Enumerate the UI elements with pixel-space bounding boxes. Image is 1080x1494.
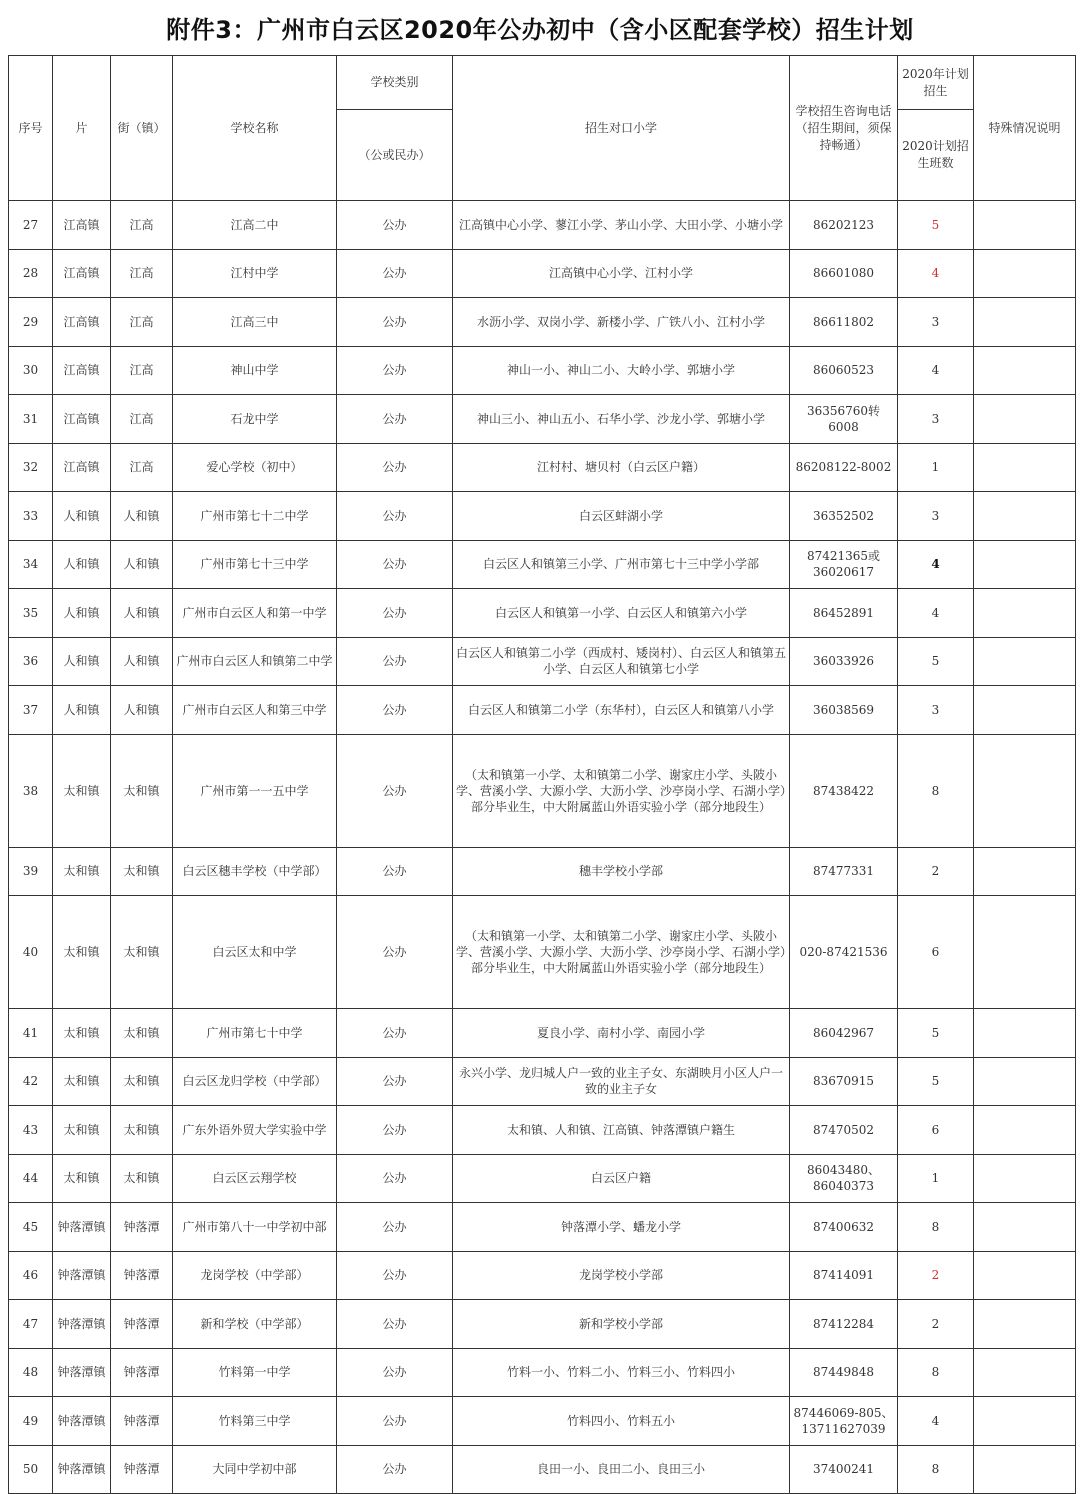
cell-primary-schools: 永兴小学、龙归城人户一致的业主子女、东湖映月小区人户一致的业主子女 bbox=[453, 1057, 790, 1106]
header-plan: 2020年计划招生 bbox=[898, 56, 974, 110]
cell-phone: 87477331 bbox=[790, 847, 898, 896]
table-row bbox=[9, 1300, 1076, 1349]
cell-school-type: 公办 bbox=[337, 1154, 453, 1203]
cell-seq: 41 bbox=[9, 1009, 53, 1058]
cell-school-type: 公办 bbox=[337, 1300, 453, 1349]
cell-street: 人和镇 bbox=[111, 686, 173, 735]
cell-primary-schools: 神山三小、神山五小、石华小学、沙龙小学、郭塘小学 bbox=[453, 395, 790, 444]
cell-notes bbox=[974, 346, 1076, 395]
cell-notes bbox=[974, 1397, 1076, 1446]
cell-notes bbox=[974, 589, 1076, 638]
cell-area: 人和镇 bbox=[53, 540, 111, 589]
cell-notes bbox=[974, 1154, 1076, 1203]
cell-phone: 87446069-805、13711627039 bbox=[790, 1397, 898, 1446]
cell-notes bbox=[974, 637, 1076, 686]
cell-school-type: 公办 bbox=[337, 896, 453, 1009]
cell-street: 钟落潭 bbox=[111, 1397, 173, 1446]
cell-primary-schools: 江村村、塘贝村（白云区户籍） bbox=[453, 443, 790, 492]
cell-planned-classes: 3 bbox=[898, 492, 974, 541]
table-row bbox=[9, 201, 1076, 250]
cell-area: 钟落潭镇 bbox=[53, 1397, 111, 1446]
cell-notes bbox=[974, 896, 1076, 1009]
cell-area: 江高镇 bbox=[53, 443, 111, 492]
cell-planned-classes: 6 bbox=[898, 1106, 974, 1155]
table-header bbox=[9, 56, 1076, 201]
cell-primary-schools: 江高镇中心小学、江村小学 bbox=[453, 249, 790, 298]
cell-primary-schools: 江高镇中心小学、蓼江小学、茅山小学、大田小学、小塘小学 bbox=[453, 201, 790, 250]
header-area: 片 bbox=[53, 56, 111, 201]
cell-school-type: 公办 bbox=[337, 1203, 453, 1252]
cell-school-name: 广州市白云区人和镇第二中学 bbox=[173, 637, 337, 686]
cell-school-type: 公办 bbox=[337, 1106, 453, 1155]
cell-street: 江高 bbox=[111, 395, 173, 444]
cell-school-type: 公办 bbox=[337, 1397, 453, 1446]
cell-school-type: 公办 bbox=[337, 847, 453, 896]
cell-area: 人和镇 bbox=[53, 589, 111, 638]
cell-street: 人和镇 bbox=[111, 637, 173, 686]
cell-notes bbox=[974, 298, 1076, 347]
cell-planned-classes: 4 bbox=[898, 346, 974, 395]
cell-area: 钟落潭镇 bbox=[53, 1348, 111, 1397]
cell-street: 太和镇 bbox=[111, 1057, 173, 1106]
header-notes: 特殊情况说明 bbox=[974, 56, 1076, 201]
table-row bbox=[9, 1203, 1076, 1252]
table-row bbox=[9, 492, 1076, 541]
cell-street: 钟落潭 bbox=[111, 1251, 173, 1300]
cell-seq: 43 bbox=[9, 1106, 53, 1155]
cell-seq: 42 bbox=[9, 1057, 53, 1106]
cell-street: 钟落潭 bbox=[111, 1300, 173, 1349]
cell-school-type: 公办 bbox=[337, 346, 453, 395]
cell-planned-classes: 4 bbox=[898, 540, 974, 589]
cell-planned-classes: 2 bbox=[898, 1251, 974, 1300]
cell-primary-schools: 穗丰学校小学部 bbox=[453, 847, 790, 896]
cell-school-name: 竹料第三中学 bbox=[173, 1397, 337, 1446]
cell-school-type: 公办 bbox=[337, 249, 453, 298]
cell-notes bbox=[974, 1203, 1076, 1252]
cell-school-type: 公办 bbox=[337, 1445, 453, 1494]
cell-notes bbox=[974, 540, 1076, 589]
cell-phone: 87438422 bbox=[790, 734, 898, 847]
cell-planned-classes: 8 bbox=[898, 734, 974, 847]
cell-seq: 30 bbox=[9, 346, 53, 395]
cell-primary-schools: （太和镇第一小学、太和镇第二小学、谢家庄小学、头陂小学、营溪小学、大源小学、大沥小学、沙亭岗小学、石湖小学）部分毕业生，中大附属蓝山外语实验小学（部分地段生） bbox=[453, 896, 790, 1009]
cell-school-name: 江村中学 bbox=[173, 249, 337, 298]
cell-school-type: 公办 bbox=[337, 1348, 453, 1397]
cell-primary-schools: 竹料一小、竹料二小、竹料三小、竹料四小 bbox=[453, 1348, 790, 1397]
cell-planned-classes: 2 bbox=[898, 847, 974, 896]
table-row bbox=[9, 1106, 1076, 1155]
cell-school-type: 公办 bbox=[337, 637, 453, 686]
cell-phone: 86060523 bbox=[790, 346, 898, 395]
cell-school-name: 龙岗学校（中学部） bbox=[173, 1251, 337, 1300]
cell-planned-classes: 8 bbox=[898, 1445, 974, 1494]
cell-seq: 48 bbox=[9, 1348, 53, 1397]
cell-planned-classes: 2 bbox=[898, 1300, 974, 1349]
cell-area: 江高镇 bbox=[53, 201, 111, 250]
cell-notes bbox=[974, 395, 1076, 444]
cell-notes bbox=[974, 1300, 1076, 1349]
table-row bbox=[9, 1348, 1076, 1397]
cell-school-type: 公办 bbox=[337, 686, 453, 735]
cell-street: 太和镇 bbox=[111, 1154, 173, 1203]
cell-phone: 87470502 bbox=[790, 1106, 898, 1155]
table-row bbox=[9, 1154, 1076, 1203]
cell-primary-schools: 白云区蚌湖小学 bbox=[453, 492, 790, 541]
cell-planned-classes: 1 bbox=[898, 1154, 974, 1203]
cell-street: 钟落潭 bbox=[111, 1203, 173, 1252]
cell-school-name: 神山中学 bbox=[173, 346, 337, 395]
table-row bbox=[9, 346, 1076, 395]
header-school-name: 学校名称 bbox=[173, 56, 337, 201]
cell-seq: 47 bbox=[9, 1300, 53, 1349]
cell-phone: 86452891 bbox=[790, 589, 898, 638]
cell-phone: 86611802 bbox=[790, 298, 898, 347]
cell-planned-classes: 8 bbox=[898, 1203, 974, 1252]
cell-school-name: 广州市第八十一中学初中部 bbox=[173, 1203, 337, 1252]
cell-street: 人和镇 bbox=[111, 540, 173, 589]
cell-area: 江高镇 bbox=[53, 346, 111, 395]
table-row bbox=[9, 1251, 1076, 1300]
cell-planned-classes: 3 bbox=[898, 686, 974, 735]
cell-school-name: 白云区龙归学校（中学部） bbox=[173, 1057, 337, 1106]
cell-phone: 87421365或36020617 bbox=[790, 540, 898, 589]
cell-planned-classes: 5 bbox=[898, 1057, 974, 1106]
cell-phone: 86208122-8002 bbox=[790, 443, 898, 492]
cell-street: 人和镇 bbox=[111, 589, 173, 638]
cell-area: 太和镇 bbox=[53, 1009, 111, 1058]
cell-notes bbox=[974, 492, 1076, 541]
table-row bbox=[9, 298, 1076, 347]
cell-school-name: 白云区云翔学校 bbox=[173, 1154, 337, 1203]
cell-school-name: 竹料第一中学 bbox=[173, 1348, 337, 1397]
table-row bbox=[9, 249, 1076, 298]
cell-phone: 36033926 bbox=[790, 637, 898, 686]
cell-area: 江高镇 bbox=[53, 298, 111, 347]
cell-street: 江高 bbox=[111, 249, 173, 298]
cell-street: 江高 bbox=[111, 298, 173, 347]
cell-seq: 40 bbox=[9, 896, 53, 1009]
cell-seq: 34 bbox=[9, 540, 53, 589]
cell-phone: 86202123 bbox=[790, 201, 898, 250]
cell-school-name: 江高三中 bbox=[173, 298, 337, 347]
cell-school-type: 公办 bbox=[337, 492, 453, 541]
cell-area: 钟落潭镇 bbox=[53, 1300, 111, 1349]
cell-notes bbox=[974, 443, 1076, 492]
cell-primary-schools: 竹料四小、竹料五小 bbox=[453, 1397, 790, 1446]
cell-seq: 36 bbox=[9, 637, 53, 686]
cell-notes bbox=[974, 686, 1076, 735]
cell-phone: 87400632 bbox=[790, 1203, 898, 1252]
cell-seq: 32 bbox=[9, 443, 53, 492]
cell-seq: 49 bbox=[9, 1397, 53, 1446]
cell-phone: 87412284 bbox=[790, 1300, 898, 1349]
cell-school-name: 白云区太和中学 bbox=[173, 896, 337, 1009]
cell-notes bbox=[974, 249, 1076, 298]
header-seq: 序号 bbox=[9, 56, 53, 201]
table-row bbox=[9, 540, 1076, 589]
cell-notes bbox=[974, 1251, 1076, 1300]
cell-primary-schools: 龙岗学校小学部 bbox=[453, 1251, 790, 1300]
cell-planned-classes: 4 bbox=[898, 249, 974, 298]
cell-seq: 27 bbox=[9, 201, 53, 250]
cell-planned-classes: 6 bbox=[898, 896, 974, 1009]
cell-school-type: 公办 bbox=[337, 201, 453, 250]
cell-seq: 33 bbox=[9, 492, 53, 541]
cell-phone: 87449848 bbox=[790, 1348, 898, 1397]
cell-school-name: 广州市白云区人和第一中学 bbox=[173, 589, 337, 638]
cell-street: 太和镇 bbox=[111, 896, 173, 1009]
cell-planned-classes: 4 bbox=[898, 1397, 974, 1446]
cell-notes bbox=[974, 1445, 1076, 1494]
table-row bbox=[9, 443, 1076, 492]
table-row bbox=[9, 847, 1076, 896]
cell-notes bbox=[974, 1106, 1076, 1155]
cell-seq: 50 bbox=[9, 1445, 53, 1494]
cell-seq: 29 bbox=[9, 298, 53, 347]
cell-school-name: 新和学校（中学部） bbox=[173, 1300, 337, 1349]
header-plan-classes: 2020计划招生班数 bbox=[898, 110, 974, 201]
table-row bbox=[9, 896, 1076, 1009]
cell-school-type: 公办 bbox=[337, 540, 453, 589]
cell-planned-classes: 8 bbox=[898, 1348, 974, 1397]
cell-street: 钟落潭 bbox=[111, 1445, 173, 1494]
cell-phone: 86043480、86040373 bbox=[790, 1154, 898, 1203]
cell-notes bbox=[974, 1348, 1076, 1397]
cell-school-name: 江高二中 bbox=[173, 201, 337, 250]
cell-street: 江高 bbox=[111, 346, 173, 395]
table-row bbox=[9, 637, 1076, 686]
cell-phone: 86042967 bbox=[790, 1009, 898, 1058]
header-phone: 学校招生咨询电话（招生期间，须保持畅通） bbox=[790, 56, 898, 201]
cell-phone: 86601080 bbox=[790, 249, 898, 298]
cell-area: 太和镇 bbox=[53, 734, 111, 847]
cell-seq: 46 bbox=[9, 1251, 53, 1300]
cell-primary-schools: 良田一小、良田二小、良田三小 bbox=[453, 1445, 790, 1494]
cell-street: 太和镇 bbox=[111, 1009, 173, 1058]
cell-area: 太和镇 bbox=[53, 847, 111, 896]
cell-school-name: 广州市第七十二中学 bbox=[173, 492, 337, 541]
cell-area: 太和镇 bbox=[53, 1106, 111, 1155]
table-row bbox=[9, 1445, 1076, 1494]
cell-notes bbox=[974, 734, 1076, 847]
cell-area: 钟落潭镇 bbox=[53, 1203, 111, 1252]
table-row bbox=[9, 395, 1076, 444]
table-row bbox=[9, 1009, 1076, 1058]
cell-seq: 37 bbox=[9, 686, 53, 735]
cell-notes bbox=[974, 1057, 1076, 1106]
cell-seq: 44 bbox=[9, 1154, 53, 1203]
cell-area: 太和镇 bbox=[53, 896, 111, 1009]
cell-primary-schools: 水沥小学、双岗小学、新楼小学、广铁八小、江村小学 bbox=[453, 298, 790, 347]
cell-planned-classes: 5 bbox=[898, 201, 974, 250]
cell-phone: 83670915 bbox=[790, 1057, 898, 1106]
cell-primary-schools: 白云区人和镇第二小学（西成村、矮岗村）、白云区人和镇第五小学、白云区人和镇第七小学 bbox=[453, 637, 790, 686]
cell-phone: 020-87421536 bbox=[790, 896, 898, 1009]
table-row bbox=[9, 1397, 1076, 1446]
cell-school-type: 公办 bbox=[337, 395, 453, 444]
header-primary-schools: 招生对口小学 bbox=[453, 56, 790, 201]
cell-primary-schools: 白云区户籍 bbox=[453, 1154, 790, 1203]
page-title: 附件3：广州市白云区2020年公办初中（含小区配套学校）招生计划 bbox=[166, 16, 914, 44]
cell-phone: 36038569 bbox=[790, 686, 898, 735]
cell-seq: 31 bbox=[9, 395, 53, 444]
cell-primary-schools: 白云区人和镇第一小学、白云区人和镇第六小学 bbox=[453, 589, 790, 638]
table-row bbox=[9, 1057, 1076, 1106]
cell-school-name: 石龙中学 bbox=[173, 395, 337, 444]
cell-school-type: 公办 bbox=[337, 734, 453, 847]
cell-area: 江高镇 bbox=[53, 395, 111, 444]
cell-area: 太和镇 bbox=[53, 1154, 111, 1203]
cell-school-type: 公办 bbox=[337, 589, 453, 638]
cell-notes bbox=[974, 201, 1076, 250]
cell-seq: 45 bbox=[9, 1203, 53, 1252]
cell-primary-schools: 白云区人和镇第三小学、广州市第七十三中学小学部 bbox=[453, 540, 790, 589]
cell-primary-schools: 神山一小、神山二小、大岭小学、郭塘小学 bbox=[453, 346, 790, 395]
cell-planned-classes: 5 bbox=[898, 637, 974, 686]
cell-planned-classes: 1 bbox=[898, 443, 974, 492]
cell-school-type: 公办 bbox=[337, 1057, 453, 1106]
cell-notes bbox=[974, 847, 1076, 896]
cell-street: 人和镇 bbox=[111, 492, 173, 541]
cell-school-type: 公办 bbox=[337, 443, 453, 492]
table-row bbox=[9, 734, 1076, 847]
cell-phone: 36352502 bbox=[790, 492, 898, 541]
cell-school-name: 爱心学校（初中） bbox=[173, 443, 337, 492]
cell-street: 江高 bbox=[111, 201, 173, 250]
cell-phone: 36356760转6008 bbox=[790, 395, 898, 444]
cell-school-name: 广州市第一一五中学 bbox=[173, 734, 337, 847]
cell-planned-classes: 4 bbox=[898, 589, 974, 638]
cell-school-name: 白云区穗丰学校（中学部） bbox=[173, 847, 337, 896]
cell-area: 人和镇 bbox=[53, 637, 111, 686]
cell-primary-schools: 夏良小学、南村小学、南园小学 bbox=[453, 1009, 790, 1058]
cell-notes bbox=[974, 1009, 1076, 1058]
cell-area: 钟落潭镇 bbox=[53, 1445, 111, 1494]
cell-school-name: 广州市白云区人和第三中学 bbox=[173, 686, 337, 735]
cell-primary-schools: 白云区人和镇第二小学（东华村），白云区人和镇第八小学 bbox=[453, 686, 790, 735]
cell-school-type: 公办 bbox=[337, 1251, 453, 1300]
cell-school-name: 广东外语外贸大学实验中学 bbox=[173, 1106, 337, 1155]
table-row bbox=[9, 686, 1076, 735]
cell-planned-classes: 3 bbox=[898, 298, 974, 347]
cell-school-type: 公办 bbox=[337, 298, 453, 347]
cell-seq: 28 bbox=[9, 249, 53, 298]
cell-primary-schools: 太和镇、人和镇、江高镇、钟落潭镇户籍生 bbox=[453, 1106, 790, 1155]
cell-street: 钟落潭 bbox=[111, 1348, 173, 1397]
table-row bbox=[9, 589, 1076, 638]
cell-area: 江高镇 bbox=[53, 249, 111, 298]
enrollment-table bbox=[8, 55, 1076, 1494]
cell-area: 人和镇 bbox=[53, 492, 111, 541]
cell-school-name: 广州市第七十中学 bbox=[173, 1009, 337, 1058]
header-street: 街（镇） bbox=[111, 56, 173, 201]
cell-planned-classes: 3 bbox=[898, 395, 974, 444]
cell-street: 太和镇 bbox=[111, 734, 173, 847]
cell-school-type: 公办 bbox=[337, 1009, 453, 1058]
cell-phone: 87414091 bbox=[790, 1251, 898, 1300]
cell-street: 太和镇 bbox=[111, 1106, 173, 1155]
cell-seq: 39 bbox=[9, 847, 53, 896]
cell-area: 人和镇 bbox=[53, 686, 111, 735]
cell-primary-schools: 新和学校小学部 bbox=[453, 1300, 790, 1349]
cell-seq: 35 bbox=[9, 589, 53, 638]
header-school-type-sub: （公或民办） bbox=[337, 110, 453, 201]
table-body bbox=[9, 201, 1076, 1494]
cell-area: 太和镇 bbox=[53, 1057, 111, 1106]
cell-phone: 37400241 bbox=[790, 1445, 898, 1494]
cell-primary-schools: （太和镇第一小学、太和镇第二小学、谢家庄小学、头陂小学、营溪小学、大源小学、大沥小学、沙亭岗小学、石湖小学）部分毕业生，中大附属蓝山外语实验小学（部分地段生） bbox=[453, 734, 790, 847]
cell-street: 江高 bbox=[111, 443, 173, 492]
cell-primary-schools: 钟落潭小学、蟠龙小学 bbox=[453, 1203, 790, 1252]
cell-seq: 38 bbox=[9, 734, 53, 847]
cell-planned-classes: 5 bbox=[898, 1009, 974, 1058]
cell-school-name: 广州市第七十三中学 bbox=[173, 540, 337, 589]
cell-school-name: 大同中学初中部 bbox=[173, 1445, 337, 1494]
header-school-type: 学校类别 bbox=[337, 56, 453, 110]
cell-street: 太和镇 bbox=[111, 847, 173, 896]
cell-area: 钟落潭镇 bbox=[53, 1251, 111, 1300]
